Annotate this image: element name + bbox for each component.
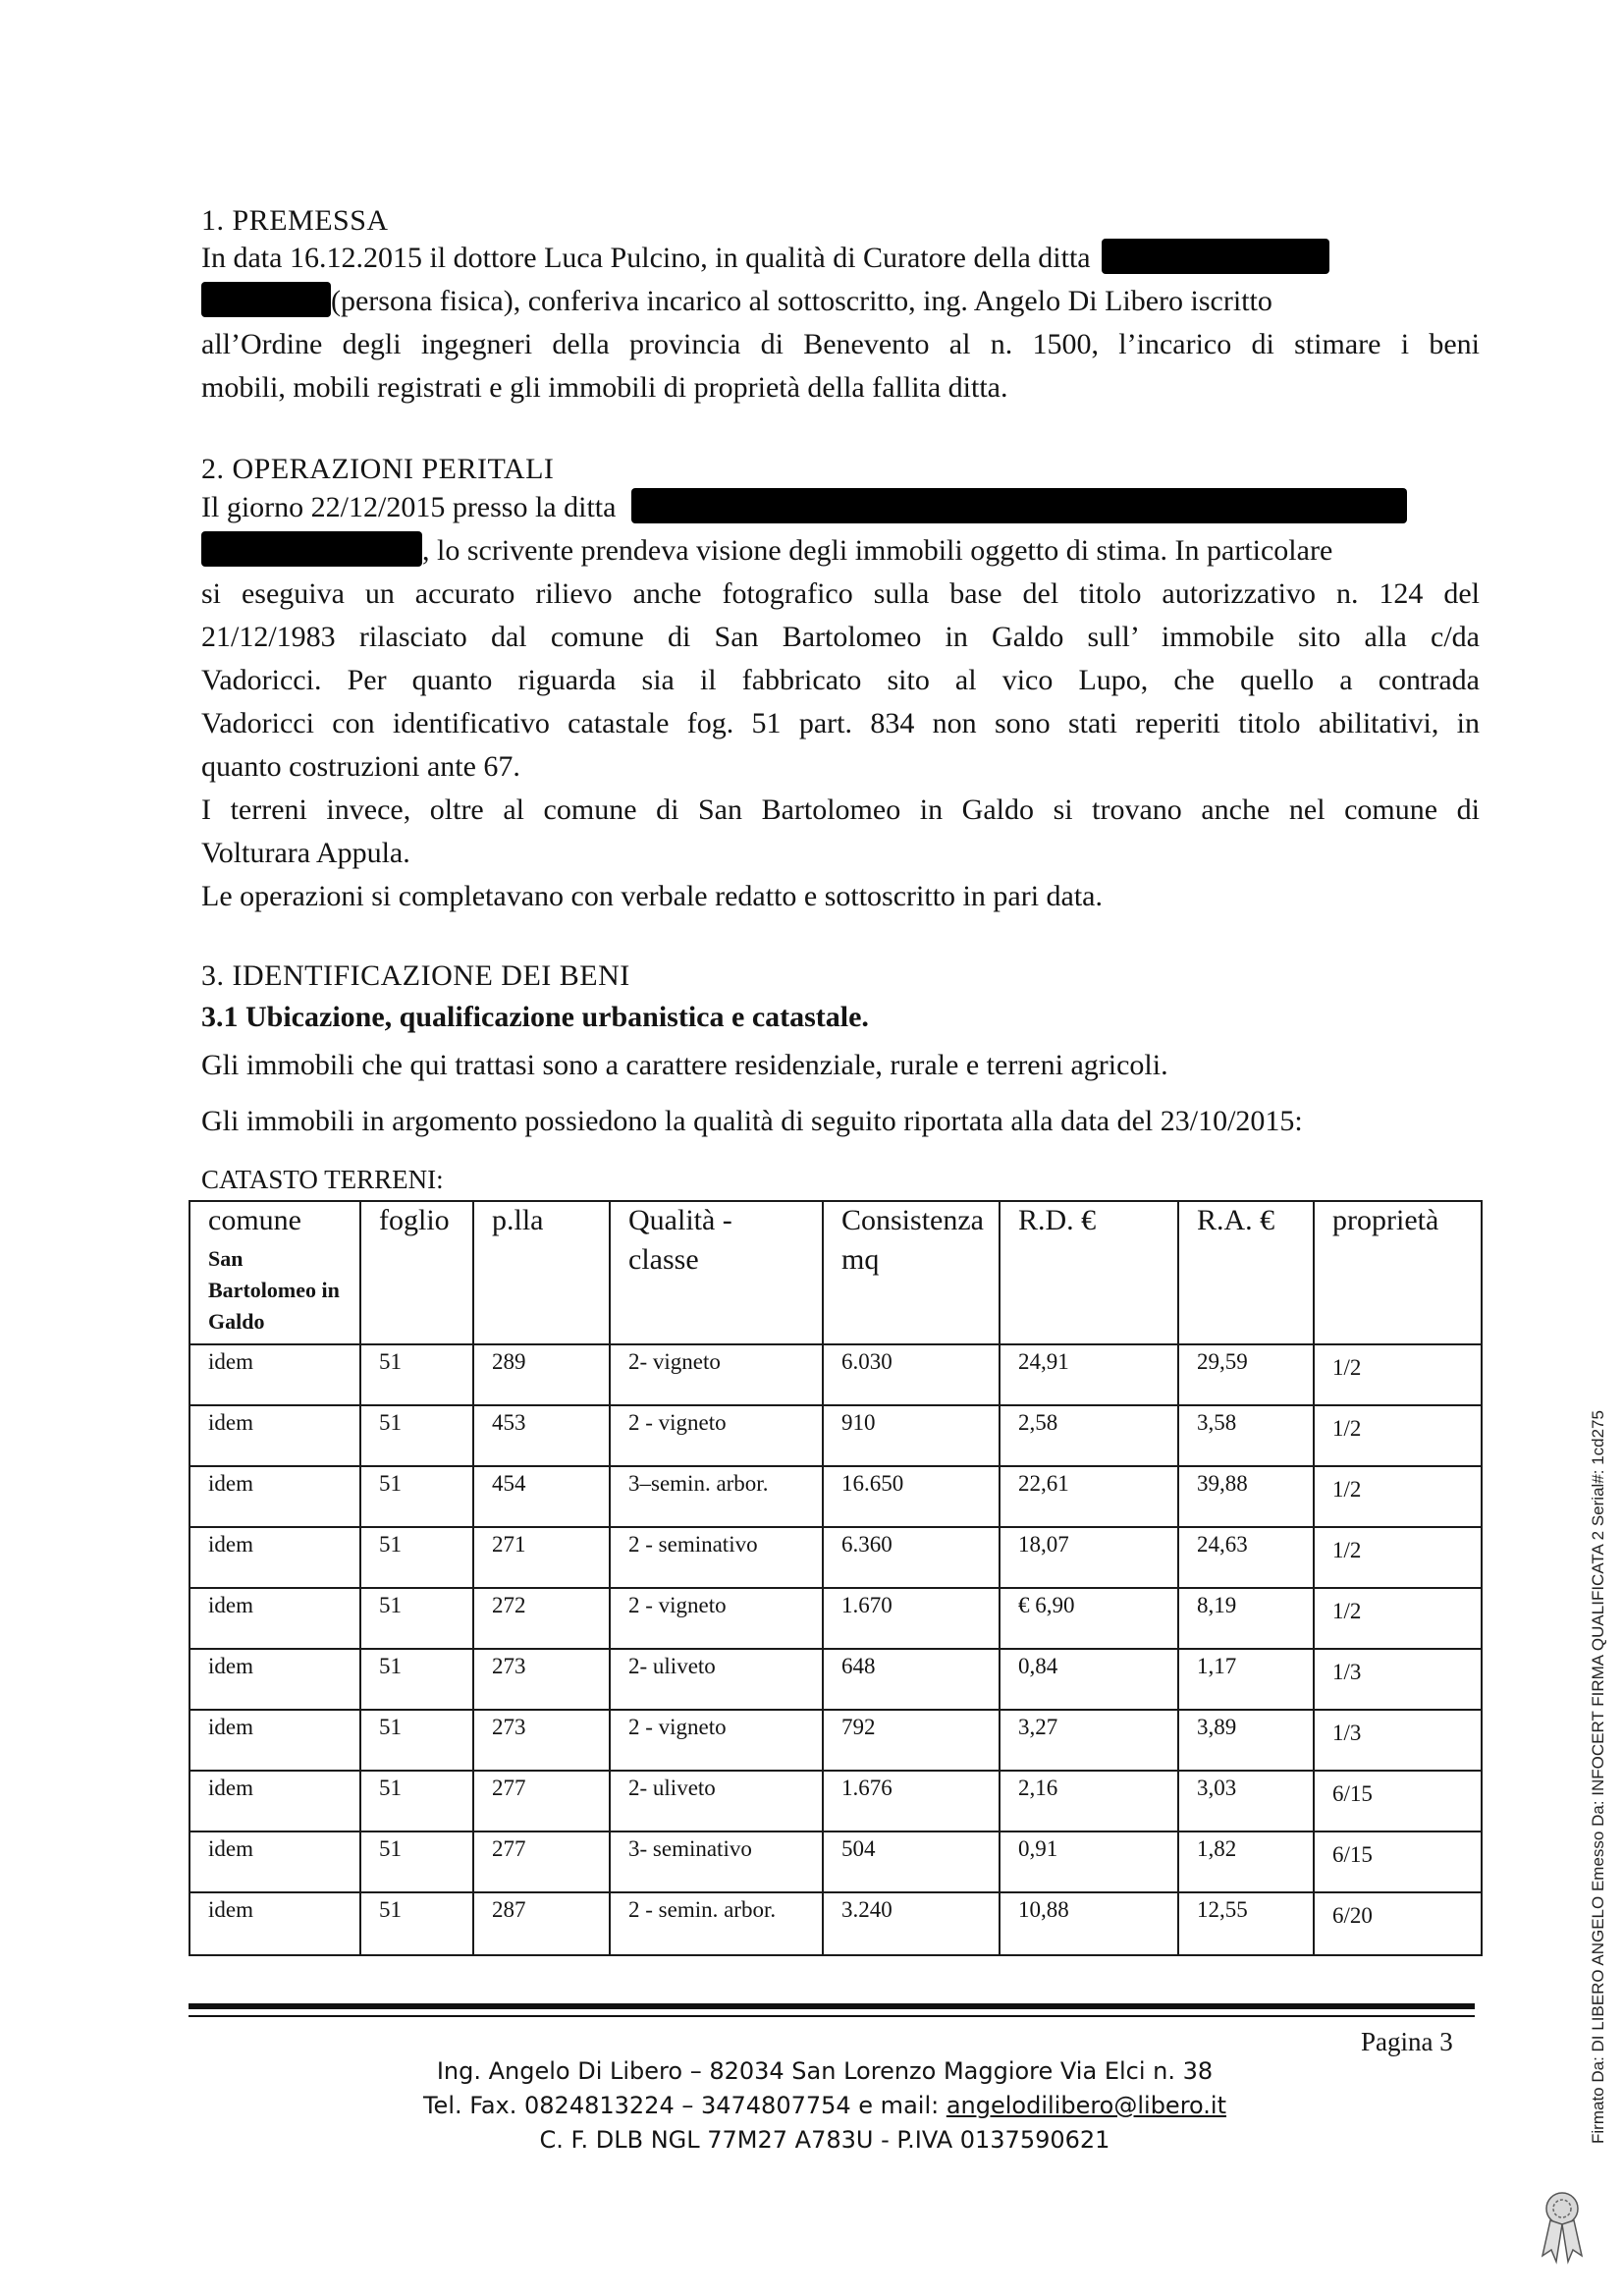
cell-ra: 8,19 <box>1178 1588 1314 1649</box>
footer-divider-thin <box>189 2015 1475 2017</box>
cell-foglio: 51 <box>360 1588 473 1649</box>
table-row <box>189 1771 1482 1831</box>
cell-proprieta: 1/2 <box>1314 1344 1482 1405</box>
cell-proprieta: 6/15 <box>1314 1831 1482 1892</box>
premessa-line-2: (persona fisica), conferiva incarico al sottoscritto, ing. Angelo Di Libero iscritto <box>331 285 1272 317</box>
cell-foglio: 51 <box>360 1892 473 1955</box>
cell-particella: 454 <box>473 1466 610 1527</box>
cell-consistenza: 6.030 <box>823 1344 1000 1405</box>
cell-particella: 289 <box>473 1344 610 1405</box>
operazioni-line-9: Volturara Appula. <box>201 837 410 869</box>
redaction-block <box>1102 239 1329 274</box>
cell-rd: 2,58 <box>1000 1405 1178 1466</box>
cell-qualita: 2- uliveto <box>610 1771 823 1831</box>
cell-foglio: 51 <box>360 1649 473 1710</box>
footer-tax-ids: C. F. DLB NGL 77M27 A783U - P.IVA 0137590621 <box>539 2126 1110 2154</box>
operazioni-line-3: si eseguiva un accurato rilievo anche fotografico sulla base del titolo autorizzativo n. 124 del <box>201 577 1480 610</box>
cell-consistenza: 3.240 <box>823 1892 1000 1955</box>
cell-particella: 271 <box>473 1527 610 1588</box>
operazioni-line-4: 21/12/1983 rilasciato dal comune di San Bartolomeo in Galdo sull’ immobile sito alla c/da <box>201 621 1480 653</box>
section-heading-operazioni: 2. OPERAZIONI PERITALI <box>201 453 555 485</box>
footer-email-link[interactable]: angelodilibero@libero.it <box>946 2092 1227 2119</box>
premessa-line-4: mobili, mobili registrati e gli immobili di proprietà della fallita ditta. <box>201 371 1008 404</box>
section-heading-premessa: 1. PREMESSA <box>201 204 389 237</box>
cell-rd: 0,84 <box>1000 1649 1178 1710</box>
cell-proprieta: 1/2 <box>1314 1527 1482 1588</box>
table-row <box>189 1344 1482 1405</box>
cell-ra: 3,58 <box>1178 1405 1314 1466</box>
section-heading-identificazione: 3. IDENTIFICAZIONE DEI BENI <box>201 959 630 992</box>
cell-ra: 29,59 <box>1178 1344 1314 1405</box>
cell-particella: 272 <box>473 1588 610 1649</box>
cell-rd: 2,16 <box>1000 1771 1178 1831</box>
cell-qualita: 2 - vigneto <box>610 1710 823 1771</box>
cell-ra: 39,88 <box>1178 1466 1314 1527</box>
table-caption: CATASTO TERRENI: <box>201 1165 444 1194</box>
cell-ra: 3,89 <box>1178 1710 1314 1771</box>
cell-consistenza: 910 <box>823 1405 1000 1466</box>
operazioni-line-2: , lo scrivente prendeva visione degli immobili oggetto di stima. In particolare <box>422 534 1333 567</box>
cell-qualita: 2 - seminativo <box>610 1527 823 1588</box>
cell-foglio: 51 <box>360 1405 473 1466</box>
cell-qualita: 2- uliveto <box>610 1649 823 1710</box>
cell-proprieta: 6/20 <box>1314 1892 1482 1955</box>
cell-foglio: 51 <box>360 1831 473 1892</box>
cell-consistenza: 792 <box>823 1710 1000 1771</box>
cell-rd: 18,07 <box>1000 1527 1178 1588</box>
digital-signature-note: Firmato Da: DI LIBERO ANGELO Emesso Da: INFOCERT FIRMA QUALIFICATA 2 Serial#: 1cd275 <box>1589 1410 1607 2144</box>
cell-qualita: 3–semin. arbor. <box>610 1466 823 1527</box>
header-proprieta: proprietà <box>1314 1201 1482 1344</box>
cell-qualita: 3- seminativo <box>610 1831 823 1892</box>
cell-foglio: 51 <box>360 1771 473 1831</box>
cell-foglio: 51 <box>360 1466 473 1527</box>
footer-divider <box>189 2003 1475 2009</box>
cell-comune: idem <box>189 1405 360 1466</box>
cell-proprieta: 1/2 <box>1314 1466 1482 1527</box>
table-row <box>189 1405 1482 1466</box>
cell-ra: 1,82 <box>1178 1831 1314 1892</box>
operazioni-line-7: quanto costruzioni ante 67. <box>201 750 520 783</box>
operazioni-line-8: I terreni invece, oltre al comune di San Bartolomeo in Galdo si trovano anche nel comune di <box>201 793 1480 826</box>
cell-comune: idem <box>189 1527 360 1588</box>
cell-comune: idem <box>189 1771 360 1831</box>
cell-proprieta: 6/15 <box>1314 1771 1482 1831</box>
cell-qualita: 2 - vigneto <box>610 1405 823 1466</box>
cell-ra: 24,63 <box>1178 1527 1314 1588</box>
cell-consistenza: 504 <box>823 1831 1000 1892</box>
cell-proprieta: 1/3 <box>1314 1710 1482 1771</box>
page-number: Pagina 3 <box>1361 2027 1453 2056</box>
cell-qualita: 2 - vigneto <box>610 1588 823 1649</box>
table-row <box>189 1892 1482 1955</box>
header-foglio: foglio <box>360 1201 473 1344</box>
table-header-row <box>189 1201 1482 1344</box>
operazioni-line-6: Vadoricci con identificativo catastale fog. 51 part. 834 non sono stati reperiti titolo abilitativi, in <box>201 707 1480 739</box>
cell-rd: 3,27 <box>1000 1710 1178 1771</box>
cell-comune: idem <box>189 1831 360 1892</box>
cell-consistenza: 648 <box>823 1649 1000 1710</box>
identificazione-line-1: Gli immobili che qui trattasi sono a carattere residenziale, rurale e terreni agricoli. <box>201 1049 1168 1081</box>
footer-address: Ing. Angelo Di Libero – 82034 San Lorenzo Maggiore Via Elci n. 38 <box>436 2057 1214 2085</box>
operazioni-line-1: Il giorno 22/12/2015 presso la ditta <box>201 491 617 523</box>
redaction-block <box>631 488 1407 523</box>
cell-foglio: 51 <box>360 1527 473 1588</box>
cell-qualita: 2 - semin. arbor. <box>610 1892 823 1955</box>
identificazione-line-2: Gli immobili in argomento possiedono la qualità di seguito riportata alla data del 23/10/2015: <box>201 1105 1303 1137</box>
catasto-terreni-table <box>189 1200 1483 1956</box>
cell-ra: 3,03 <box>1178 1771 1314 1831</box>
cell-comune: idem <box>189 1892 360 1955</box>
cell-particella: 273 <box>473 1710 610 1771</box>
header-consistenza: Consistenza mq <box>823 1201 1000 1344</box>
cell-ra: 1,17 <box>1178 1649 1314 1710</box>
cell-foglio: 51 <box>360 1710 473 1771</box>
cell-comune: idem <box>189 1344 360 1405</box>
footer-contacts <box>373 2092 1276 2119</box>
cell-rd: 22,61 <box>1000 1466 1178 1527</box>
cell-particella: 273 <box>473 1649 610 1710</box>
cell-rd: 0,91 <box>1000 1831 1178 1892</box>
table-row <box>189 1527 1482 1588</box>
cell-comune: idem <box>189 1649 360 1710</box>
premessa-line-3: all’Ordine degli ingegneri della provincia di Benevento al n. 1500, l’incarico di stimare i beni <box>201 328 1480 360</box>
header-qualita: Qualità - classe <box>610 1201 823 1344</box>
operazioni-line-10: Le operazioni si completavano con verbale redatto e sottoscritto in pari data. <box>201 880 1103 912</box>
redaction-block <box>201 531 422 567</box>
cell-rd: 10,88 <box>1000 1892 1178 1955</box>
cell-consistenza: 1.676 <box>823 1771 1000 1831</box>
cell-consistenza: 1.670 <box>823 1588 1000 1649</box>
subsection-heading: 3.1 Ubicazione, qualificazione urbanistica e catastale. <box>201 1001 869 1033</box>
cell-foglio: 51 <box>360 1344 473 1405</box>
cell-rd: 24,91 <box>1000 1344 1178 1405</box>
seal-icon <box>1535 2185 1590 2266</box>
table-row <box>189 1466 1482 1527</box>
cell-rd: € 6,90 <box>1000 1588 1178 1649</box>
cell-proprieta: 1/2 <box>1314 1405 1482 1466</box>
header-rd: R.D. € <box>1000 1201 1178 1344</box>
table-row <box>189 1710 1482 1771</box>
cell-particella: 277 <box>473 1771 610 1831</box>
table-row <box>189 1831 1482 1892</box>
table-row <box>189 1588 1482 1649</box>
header-ra: R.A. € <box>1178 1201 1314 1344</box>
cell-consistenza: 6.360 <box>823 1527 1000 1588</box>
cell-ra: 12,55 <box>1178 1892 1314 1955</box>
premessa-line-1: In data 16.12.2015 il dottore Luca Pulcino, in qualità di Curatore della ditta <box>201 242 1091 274</box>
redaction-block <box>201 282 331 317</box>
cell-comune: idem <box>189 1710 360 1771</box>
cell-particella: 453 <box>473 1405 610 1466</box>
operazioni-paragraph <box>201 486 1480 918</box>
premessa-paragraph <box>201 237 1480 410</box>
footer-phone: Tel. Fax. 0824813224 – 3474807754 e mail: <box>422 2092 947 2119</box>
operazioni-line-5: Vadoricci. Per quanto riguarda sia il fabbricato sito al vico Lupo, che quello a contrada <box>201 664 1480 696</box>
cell-qualita: 2- vigneto <box>610 1344 823 1405</box>
cell-particella: 287 <box>473 1892 610 1955</box>
header-comune: comune San Bartolomeo in Galdo <box>189 1201 360 1344</box>
cell-proprieta: 1/3 <box>1314 1649 1482 1710</box>
cell-comune: idem <box>189 1466 360 1527</box>
header-particella: p.lla <box>473 1201 610 1344</box>
cell-proprieta: 1/2 <box>1314 1588 1482 1649</box>
cell-comune: idem <box>189 1588 360 1649</box>
cell-consistenza: 16.650 <box>823 1466 1000 1527</box>
cell-particella: 277 <box>473 1831 610 1892</box>
table-row <box>189 1649 1482 1710</box>
